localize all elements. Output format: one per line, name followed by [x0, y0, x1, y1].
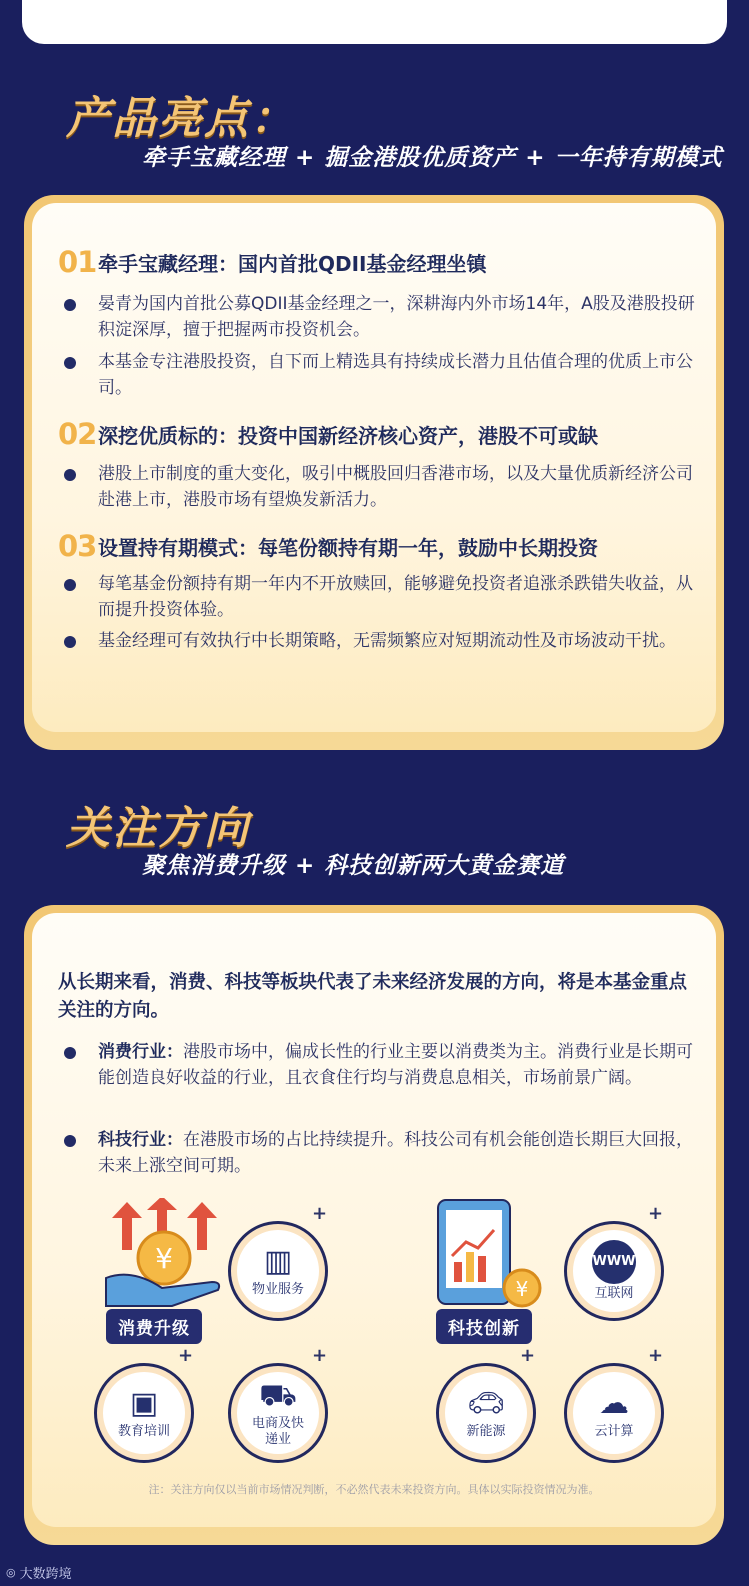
circle-label: 电商及快递业 [251, 1416, 304, 1447]
truck-icon: ⛟ [259, 1378, 297, 1413]
bullet-text: 本基金专注港股投资，自下而上精选具有持续成长潜力且估值合理的优质上市公司。 [98, 352, 693, 398]
disclaimer-note: 注：关注方向仅以当前市场情况判断，不必然代表未来投资方向。具体以实际投资情况为准。 [148, 1483, 600, 1496]
bullet-item [64, 291, 704, 343]
plus-icon: + [648, 1203, 664, 1224]
watermark-text: 大数跨境 [19, 1567, 72, 1582]
consumption-illustration [102, 1198, 232, 1308]
cloud-icon: ☁ [599, 1386, 629, 1421]
bullet-text: 每笔基金份额持有期一年内不开放赎回，能够避免投资者追涨杀跌错失收益，从而提升投资体验。 [98, 574, 693, 620]
svg-text:¥: ¥ [155, 1242, 173, 1275]
section1-title: 产品亮点： [66, 93, 296, 144]
electric-car-icon: 🚗︎ [466, 1386, 506, 1421]
point-title: 设置持有期模式：每笔份额持有期一年，鼓励中长期投资 [98, 535, 598, 560]
bullet-item [64, 628, 704, 654]
building-icon: ▥ [263, 1244, 293, 1279]
circle-label: 互联网 [594, 1286, 634, 1301]
watermark [6, 1563, 72, 1582]
bullet-dot [64, 636, 76, 648]
section1-subtitle: 牵手宝藏经理 + 掘金港股优质资产 + 一年持有期模式 [142, 145, 723, 171]
bullet-dot [64, 469, 76, 481]
circle-property-service [228, 1221, 328, 1321]
consumption-tag: 消费升级 [106, 1309, 202, 1344]
plus-icon: + [648, 1345, 664, 1366]
focus-intro: 从长期来看，消费、科技等板块代表了未来经济发展的方向，将是本基金重点关注的方向。 [58, 972, 688, 1021]
point-3-header [58, 529, 598, 563]
bullet-text: 在港股市场的占比持续提升。科技公司有机会能创造长期巨大回报，未来上涨空间可期。 [98, 1130, 693, 1176]
point-title: 牵手宝藏经理：国内首批QDII基金经理坐镇 [98, 251, 487, 276]
point-number: 03 [58, 529, 97, 563]
point-2-header [58, 417, 598, 451]
bullet-dot [64, 357, 76, 369]
bullet-text: 港股市场中，偏成长性的行业主要以消费类为主。消费行业是长期可能创造良好收益的行业，且衣食住行均与消费息息相关，市场前景广阔。 [98, 1042, 693, 1088]
tech-tag: 科技创新 [436, 1309, 532, 1344]
circle-cloud [564, 1363, 664, 1463]
bullet-label: 消费行业： [98, 1042, 183, 1062]
circle-label: 物业服务 [251, 1282, 304, 1297]
focus-panel [24, 905, 724, 1545]
circle-ecommerce [228, 1363, 328, 1463]
bullet-text: 基金经理可有效执行中长期策略，无需频繁应对短期流动性及市场波动干扰。 [98, 631, 676, 651]
point-number: 02 [58, 417, 97, 451]
bullet-label: 科技行业： [98, 1130, 183, 1150]
bullet-dot [64, 299, 76, 311]
bullet-text: 晏青为国内首批公募QDII基金经理之一，深耕海内外市场14年，A股及港股投研积淀深厚，擅于把握两市投资机会。 [98, 294, 695, 340]
highlights-panel [24, 195, 724, 750]
bullet-item [64, 349, 704, 401]
section2-title: 关注方向 [66, 803, 250, 854]
bullet-text: 港股上市制度的重大变化，吸引中概股回归香港市场，以及大量优质新经济公司赴港上市，港股市场有望焕发新活力。 [98, 464, 693, 510]
section2-subtitle: 聚焦消费升级 + 科技创新两大黄金赛道 [142, 853, 565, 879]
www-globe-icon: WWW [592, 1240, 636, 1284]
point-title: 深挖优质标的：投资中国新经济核心资产，港股不可或缺 [98, 423, 598, 448]
circle-education [94, 1363, 194, 1463]
plus-icon: + [178, 1345, 194, 1366]
point-1-header [58, 245, 487, 279]
bullet-dot [64, 1135, 76, 1147]
bullet-item [64, 461, 704, 513]
bullet-dot [64, 579, 76, 591]
plus-icon: + [520, 1345, 536, 1366]
circle-label: 教育培训 [117, 1424, 170, 1439]
bullet-dot [64, 1047, 76, 1059]
circle-label: 新能源 [466, 1424, 506, 1439]
circle-internet [564, 1221, 664, 1321]
plus-icon: + [312, 1345, 328, 1366]
circle-new-energy [436, 1363, 536, 1463]
bullet-item [64, 571, 704, 623]
top-card [22, 0, 727, 44]
circle-label: 云计算 [594, 1424, 634, 1439]
watermark-logo-icon: ◎ [6, 1566, 16, 1579]
bullet-item [64, 1127, 704, 1179]
svg-text:¥: ¥ [515, 1277, 529, 1301]
plus-icon: + [312, 1203, 328, 1224]
tech-illustration [430, 1196, 560, 1311]
teacher-board-icon: ▣ [129, 1386, 159, 1421]
bullet-item [64, 1039, 704, 1091]
point-number: 01 [58, 245, 97, 279]
